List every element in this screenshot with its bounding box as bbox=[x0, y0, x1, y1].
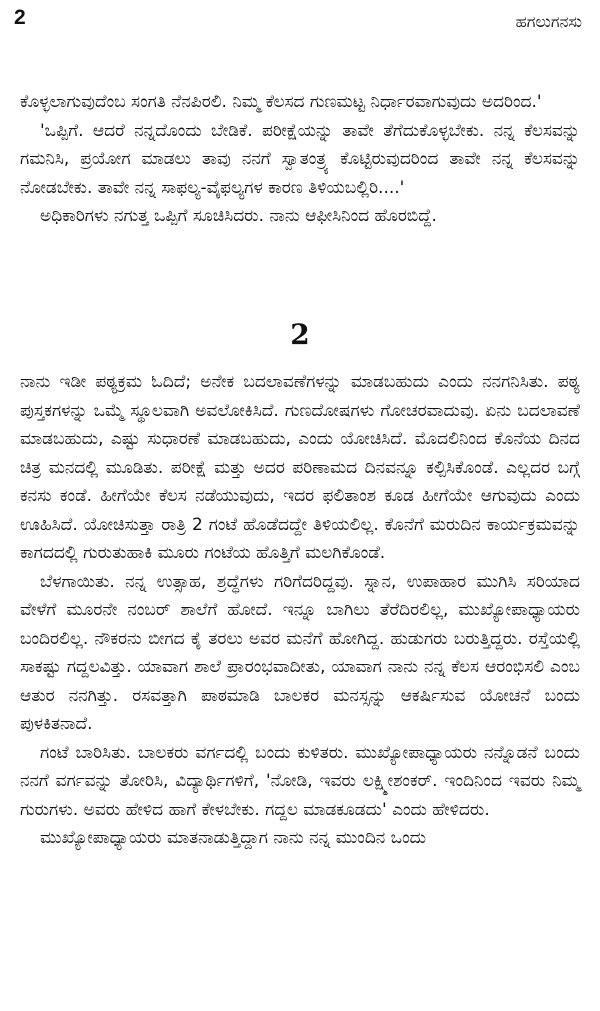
page-header bbox=[14, 6, 582, 42]
running-title: ಹಗಲುಗನಸು bbox=[515, 12, 582, 31]
paragraph: ಬೆಳಗಾಯಿತು. ನನ್ನ ಉತ್ಸಾಹ, ಶ್ರದ್ಧೆಗಳು ಗರಿಗೆದರಿದ್ದವು. ಸ್ನಾನ, ಉಪಾಹಾರ ಮುಗಿಸಿ ಸರಿಯಾದ ವೇಳೆಗೆ ಮೂರನೇ ನಂಬರ್ ಶಾಲೆಗೆ ಹೋದೆ. ಇನ್ನೂ ಬಾಗಿಲು ತೆರೆದಿರಲಿಲ್ಲ, ಮುಖ್ಯೋಪಾಧ್ಯಾಯರು ಬಂದಿರಲಿಲ್ಲ. ನೌಕರನು ಬೀಗದ ಕೈ ತರಲು ಅವರ ಮನೆಗೆ ಹೋಗಿದ್ದ. ಹುಡುಗರು ಬರುತ್ತಿದ್ದರು. ರಸ್ತೆಯಲ್ಲಿ ಸಾಕಷ್ಟು ಗದ್ದಲವಿತ್ತು. ಯಾವಾಗ ಶಾಲೆ ಪ್ರಾರಂಭವಾದೀತು, ಯಾವಾಗ ನಾನು ನನ್ನ ಕೆಲಸ ಆರಂಭಿಸಲಿ ಎಂಬ ಆತುರ ನನಗಿತ್ತು. ರಸವತ್ತಾಗಿ ಪಾಠಮಾಡಿ ಬಾಲಕರ ಮನಸ್ಸನ್ನು ಆಕರ್ಷಿಸುವ ಯೋಚನೆ ಬಂದು ಪುಳಕಿತನಾದೆ. bbox=[20, 571, 580, 734]
paragraph: ನಾನು ಇಡೀ ಪಠ್ಯಕ್ರಮ ಓದಿದೆ; ಅನೇಕ ಬದಲಾವಣೆಗಳನ್ನು ಮಾಡಬಹುದು ಎಂದು ನನಗನಿಸಿತು. ಪಠ್ಯ ಪುಸ್ತಕಗಳನ್ನು ಒಮ್ಮೆ ಸ್ಥೂಲವಾಗಿ ಅವಲೋಕಿಸಿದೆ. ಗುಣದೋಷಗಳು ಗೋಚರವಾದುವು. ಏನು ಬದಲಾವಣೆ ಮಾಡಬಹುದು, ಎಷ್ಟು ಸುಧಾರಣೆ ಮಾಡಬಹುದು, ಎಂದು ಯೋಚಿಸಿದೆ. ಮೊದಲಿನಿಂದ ಕೊನೆಯ ದಿನದ ಚಿತ್ರ ಮನದಲ್ಲಿ ಮೂಡಿತು. ಪರೀಕ್ಷೆ ಮತ್ತು ಅದರ ಪರಿಣಾಮದ ದಿನವನ್ನೂ ಕಲ್ಪಿಸಿಕೊಂಡೆ. ಎಲ್ಲದರ ಬಗ್ಗೆ ಕನಸು ಕಂಡೆ. ಹೀಗೆಯೇ ಕೆಲಸ ನಡೆಯುವುದು, ಇದರ ಫಲಿತಾಂಶ ಕೂಡ ಹೀಗೆಯೇ ಆಗುವುದು ಎಂದು ಊಹಿಸಿದೆ. ಯೋಚಿಸುತ್ತಾ ರಾತ್ರಿ 2 ಗಂಟೆ ಹೊಡೆದದ್ದೇ ತಿಳಿಯಲಿಲ್ಲ. ಕೊನೆಗೆ ಮರುದಿನ ಕಾರ್ಯಕ್ರಮವನ್ನು ಕಾಗದದಲ್ಲಿ ಗುರುತುಹಾಕಿ ಮೂರು ಗಂಟೆಯ ಹೊತ್ತಿಗೆ ಮಲಗಿಕೊಂಡೆ. bbox=[20, 372, 580, 563]
page-number: 2 bbox=[14, 6, 26, 29]
previous-section-text bbox=[20, 88, 580, 231]
paragraph: 'ಒಪ್ಪಿಗೆ. ಆದರೆ ನನ್ನದೊಂದು ಬೇಡಿಕೆ. ಪರೀಕ್ಷೆಯನ್ನು ತಾವೇ ತೆಗೆದುಕೊಳ್ಳಬೇಕು. ನನ್ನ ಕೆಲಸವನ್ನು ಗಮನಿಸಿ, ಪ್ರಯೋಗ ಮಾಡಲು ತಾವು ನನಗೆ ಸ್ವಾತಂತ್ರ್ಯ ಕೊಟ್ಟಿರುವುದರಿಂದ ತಾವೇ ನನ್ನ ಕೆಲಸವನ್ನು ನೋಡಬೇಕು. ತಾವೇ ನನ್ನ ಸಾಫಲ್ಯ-ವೈಫಲ್ಯಗಳ ಕಾರಣ ತಿಳಿಯಬಲ್ಲಿರಿ....' bbox=[20, 120, 580, 198]
paragraph: ಕೊಳ್ಳಲಾಗುವುದೆಂಬ ಸಂಗತಿ ನೆನಪಿರಲಿ. ನಿಮ್ಮ ಕೆಲಸದ ಗುಣಮಟ್ಟ ನಿರ್ಧಾರವಾಗುವುದು ಅದರಿಂದ.' bbox=[20, 92, 542, 112]
section-text bbox=[20, 368, 580, 853]
section-number-heading: 2 bbox=[290, 318, 310, 351]
paragraph: ಅಧಿಕಾರಿಗಳು ನಗುತ್ತ ಒಪ್ಪಿಗೆ ಸೂಚಿಸಿದರು. ನಾನು ಆಫೀಸಿನಿಂದ ಹೊರಬಿದ್ದೆ. bbox=[40, 206, 437, 226]
paragraph: ಮುಖ್ಯೋಪಾಧ್ಯಾಯರು ಮಾತನಾಡುತ್ತಿದ್ದಾಗ ನಾನು ನನ್ನ ಮುಂದಿನ ಒಂದು bbox=[40, 828, 427, 848]
paragraph: ಗಂಟೆ ಬಾರಿಸಿತು. ಬಾಲಕರು ವರ್ಗದಲ್ಲಿ ಬಂದು ಕುಳಿತರು. ಮುಖ್ಯೋಪಾಧ್ಯಾಯರು ನನ್ನೊಡನೆ ಬಂದು ನನಗೆ ವರ್ಗವನ್ನು ತೋರಿಸಿ, ವಿದ್ಯಾರ್ಥಿಗಳಿಗೆ, 'ನೋಡಿ, ಇವರು ಲಕ್ಷ್ಮೀಶಂಕರ್. ಇಂದಿನಿಂದ ಇವರು ನಿಮ್ಮ ಗುರುಗಳು. ಅವರು ಹೇಳಿದ ಹಾಗೆ ಕೇಳಬೇಕು. ಗದ್ದಲ ಮಾಡಕೂಡದು' ಎಂದು ಹೇಳಿದರು. bbox=[20, 742, 580, 820]
